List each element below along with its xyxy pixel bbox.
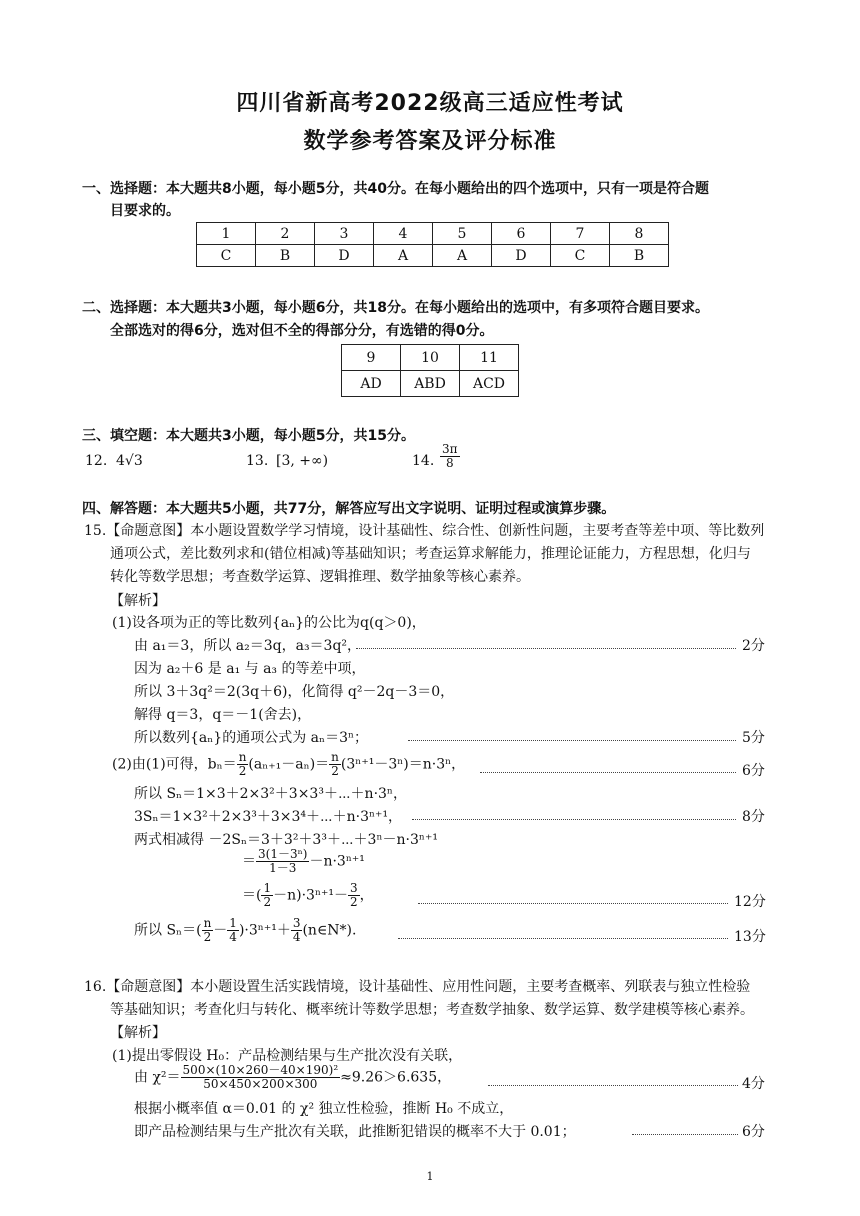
fraction-denominator: 2 (350, 895, 358, 909)
q15-step: 解得 q＝3，q＝－1(舍去)， (134, 707, 312, 723)
table-row-answers (342, 371, 519, 397)
fraction-numerator: 3 (292, 916, 301, 930)
section-1-answer-table (196, 222, 669, 267)
q15-intent-line-3: 转化等数学思想；考查数学运算、逻辑推理、数学抽象等核心素养。 (110, 569, 530, 585)
table-cell: ACD (460, 371, 519, 397)
fraction-numerator: n (238, 750, 247, 764)
table-cell: 3 (315, 223, 374, 245)
table-row-numbers (342, 345, 519, 371)
table-cell: ABD (401, 371, 460, 397)
q14-number: 14. (412, 453, 435, 469)
score-leader (480, 772, 736, 773)
fraction-denominator: 4 (229, 930, 237, 944)
q15-analysis-label: 【解析】 (110, 593, 166, 609)
document-subtitle: 数学参考答案及评分标准 (303, 129, 557, 154)
q15-step-result (134, 917, 356, 944)
table-cell: B (256, 245, 315, 267)
score-mark: 6分 (742, 1124, 765, 1140)
q15-intent-line-2: 通项公式，差比数列求和(错位相减)等基础知识；考查运算求解能力，推理论证能力，方程思想，化归与 (110, 546, 751, 562)
q15-step: 所以 Sₙ＝1×3＋2×3²＋3×3³＋⋯＋n·3ⁿ， (134, 786, 407, 802)
q16-chi-square-formula (134, 1064, 451, 1091)
score-leader (418, 903, 728, 904)
section-4-heading: 四、解答题：本大题共5小题，共77分，解答应写出文字说明、证明过程或演算步骤。 (82, 501, 616, 517)
q15-step: (1)设各项为正的等比数列{aₙ}的公比为q(q＞0)， (112, 615, 426, 631)
section-2-heading: 二、选择题：本大题共3小题，每小题6分，共18分。在每小题给出的选项中，有多项符合题目要求。 (82, 300, 709, 316)
q16-intent-line-1: 16.【命题意图】本小题设置生活实践情境，设计基础性、应用性问题，主要考查概率、列联表与独立性检验 (84, 979, 751, 995)
fraction-denominator: 2 (238, 764, 247, 778)
fraction-denominator: 1－3 (269, 861, 297, 875)
score-leader (488, 1085, 738, 1086)
table-cell: 1 (197, 223, 256, 245)
q15-step: 由 a₁＝3，所以 a₂＝3q，a₃＝3q²， (134, 638, 362, 654)
section-1-heading: 一、选择题：本大题共8小题，每小题5分，共40分。在每小题给出的四个选项中，只有一项是符合题 (82, 181, 709, 197)
table-cell: 7 (551, 223, 610, 245)
section-3-heading: 三、填空题：本大题共3小题，每小题5分，共15分。 (82, 428, 415, 444)
q15-intent-line-1: 15.【命题意图】本小题设置数学学习情境，设计基础性、综合性、创新性问题，主要考查等差中项、等比数列 (84, 523, 765, 539)
fraction-numerator: 1 (263, 881, 272, 895)
score-mark: 8分 (742, 809, 765, 825)
formula-text: ≈9.26＞6.635， (340, 1069, 452, 1086)
score-mark: 5分 (742, 730, 765, 746)
table-cell: 8 (610, 223, 669, 245)
fraction-denominator: 50×450×200×300 (203, 1077, 318, 1091)
fraction-numerator: n (203, 916, 212, 930)
table-row-answers (197, 245, 669, 267)
q15-step-fraction (242, 882, 374, 909)
table-cell: D (492, 245, 551, 267)
q15-step: 因为 a₂＋6 是 a₁ 与 a₃ 的等差中项， (134, 661, 366, 677)
table-row-numbers (197, 223, 669, 245)
score-mark: 4分 (742, 1076, 765, 1092)
q14-answer (440, 443, 460, 470)
score-leader (632, 1134, 738, 1135)
q12-number: 12. (85, 453, 108, 469)
table-cell: A (433, 245, 492, 267)
fraction-numerator: 500×(10×260－40×190)² (182, 1063, 339, 1077)
fraction-numerator: 3 (350, 881, 358, 895)
fraction-denominator: 2 (331, 764, 339, 778)
section-2-heading-cont: 全部选对的得6分，选对但不全的得部分分，有选错的得0分。 (110, 323, 494, 339)
fraction-numerator: 1 (229, 916, 237, 930)
q16-step: 即产品检测结果与生产批次有关联，此推断犯错误的概率不大于 0.01； (134, 1124, 576, 1140)
fraction-denominator: 2 (263, 895, 272, 909)
table-cell: 5 (433, 223, 492, 245)
table-cell: 9 (342, 345, 401, 371)
fraction-denominator: 4 (292, 930, 301, 944)
table-cell: 6 (492, 223, 551, 245)
formula-text: ＝ (242, 853, 256, 870)
fraction-numerator: 3(1－3ⁿ) (258, 847, 308, 861)
table-cell: D (315, 245, 374, 267)
formula-text: 所以 Sₙ＝( (134, 922, 202, 939)
fraction-denominator: 8 (445, 456, 454, 470)
score-leader (398, 938, 728, 939)
document-title: 四川省新高考2022级高三适应性考试 (236, 91, 624, 116)
formula-text: 由 χ²＝ (134, 1069, 181, 1086)
q13-answer: [3, +∞) (276, 453, 329, 469)
formula-text: ， (359, 887, 374, 904)
q15-step: 3Sₙ＝1×3²＋2×3³＋3×3⁴＋⋯＋n·3ⁿ⁺¹， (134, 809, 403, 825)
formula-text: ＝( (242, 887, 262, 904)
formula-text: )·3ⁿ⁺¹＋ (238, 922, 291, 939)
table-cell: 4 (374, 223, 433, 245)
score-leader (412, 819, 736, 820)
formula-text: (n∈N*). (302, 922, 357, 939)
score-mark: 13分 (734, 929, 766, 945)
score-mark: 6分 (742, 763, 765, 779)
q15-step: 所以 3＋3q²＝2(3q＋6)，化简得 q²－2q－3＝0， (134, 684, 455, 700)
score-leader (356, 648, 736, 649)
fraction-numerator: 3π (442, 442, 458, 456)
table-cell: B (610, 245, 669, 267)
q16-step: 根据小概率值 α＝0.01 的 χ² 独立性检验，推断 H₀ 不成立， (134, 1101, 514, 1117)
table-cell: C (551, 245, 610, 267)
formula-text: －n·3ⁿ⁺¹ (309, 853, 365, 870)
score-leader (408, 740, 736, 741)
q16-intent-line-2: 等基础知识；考查化归与转化、概率统计等数学思想；考查数学抽象、数学运算、数学建模等核心素养。 (110, 1002, 754, 1018)
table-cell: 10 (401, 345, 460, 371)
formula-text: (3ⁿ⁺¹－3ⁿ)＝n·3ⁿ， (340, 756, 466, 773)
q15-step-fraction (242, 848, 365, 875)
q16-step: (1)提出零假设 H₀：产品检测结果与生产批次没有关联， (112, 1048, 463, 1064)
fraction-numerator: n (331, 750, 339, 764)
formula-text: －n)·3ⁿ⁺¹－ (273, 887, 349, 904)
score-mark: 2分 (742, 638, 765, 654)
table-cell: 2 (256, 223, 315, 245)
q15-step: 所以数列{aₙ}的通项公式为 aₙ＝3ⁿ； (134, 730, 369, 746)
table-cell: 11 (460, 345, 519, 371)
table-cell: C (197, 245, 256, 267)
table-cell: A (374, 245, 433, 267)
q12-answer: 4√3 (116, 453, 143, 469)
q13-number: 13. (246, 453, 269, 469)
page-number: 1 (426, 1170, 434, 1183)
section-2-answer-table (341, 344, 519, 397)
q15-step-2-formula (112, 751, 465, 778)
q15-step: 两式相减得 －2Sₙ＝3＋3²＋3³＋⋯＋3ⁿ－n·3ⁿ⁺¹ (134, 832, 438, 848)
formula-text: (aₙ₊₁－aₙ)＝ (248, 756, 330, 773)
q16-analysis-label: 【解析】 (110, 1025, 166, 1041)
formula-text: － (213, 922, 228, 939)
score-mark: 12分 (734, 894, 766, 910)
section-1-heading-cont: 目要求的。 (110, 203, 180, 219)
formula-text: (2)由(1)可得，bₙ＝ (112, 756, 237, 773)
table-cell: AD (342, 371, 401, 397)
fraction-denominator: 2 (203, 930, 212, 944)
